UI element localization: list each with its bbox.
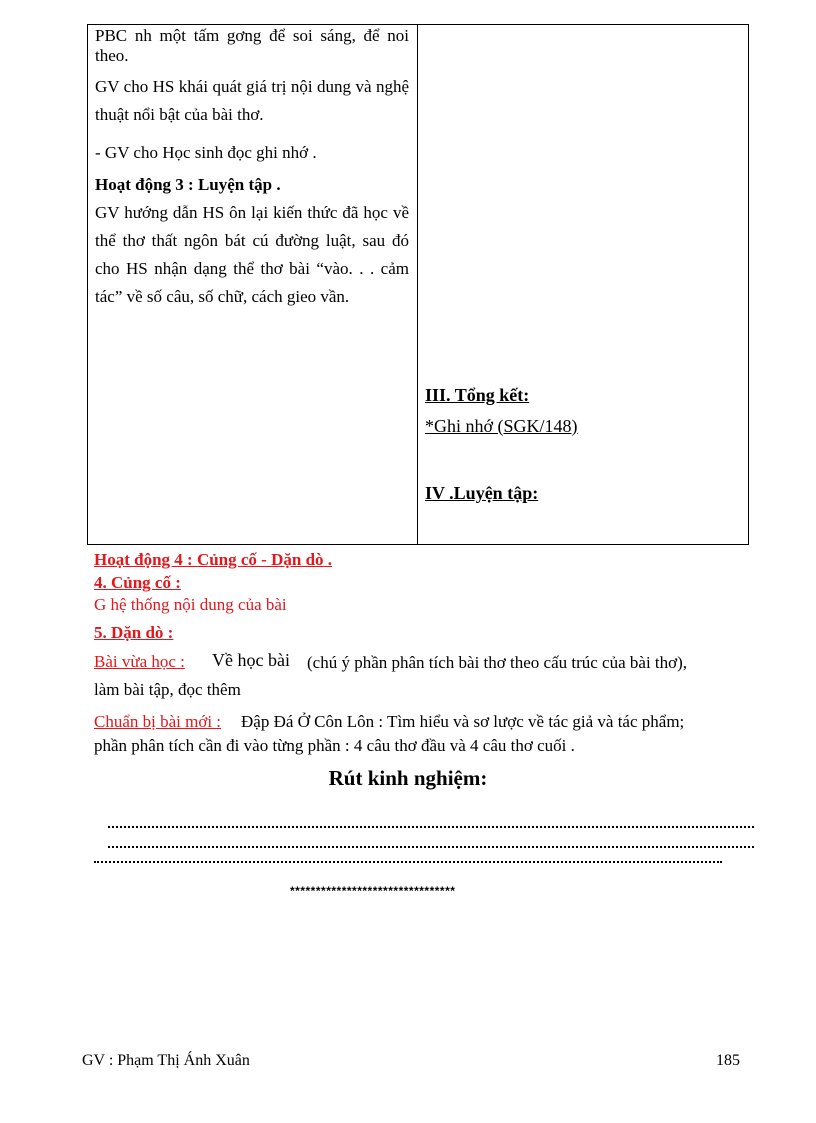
note-dotted-line-2 (108, 846, 754, 848)
tong-ket-heading: III. Tổng kết: (425, 385, 530, 405)
note-dotted-line-3 (94, 861, 722, 863)
separator-stars: ******************************** (290, 884, 456, 898)
chuan-bi-text-1: Đập Đá Ở Côn Lôn : Tìm hiểu và sơ lược về tác giả và tác phẩm; (241, 712, 685, 731)
left-paragraph-1: PBC nh một tấm gơng để soi sáng, để noi theo. (95, 26, 409, 65)
bai-vua-hoc-text-1: Về học bài (212, 650, 290, 670)
cung-co-text: G hệ thống nội dung của bài (94, 595, 287, 614)
rut-kinh-nghiem-heading: Rút kinh nghiệm: (328, 766, 488, 790)
left-paragraph-5: GV hướng dẫn HS ôn lại kiến thức đã học về thể thơ thất ngôn bát cú đường luật, sau đó cho HS nhận dạng thể thơ bài “vào. . . cảm tác” về số câu, số chữ, cách gieo vần. (95, 203, 409, 306)
cung-co-label: 4. Củng cố : (94, 573, 181, 592)
left-paragraph-2: GV cho HS khái quát giá trị nội dung và nghệ thuật nổi bật của bài thơ. (95, 77, 409, 124)
footer-page-number: 185 (716, 1052, 740, 1069)
luyen-tap-heading: IV .Luyện tập: (425, 483, 539, 503)
bai-vua-hoc-text-3: làm bài tập, đọc thêm (94, 680, 241, 699)
bai-vua-hoc-label: Bài vừa học : (94, 652, 185, 671)
chuan-bi-text-2: phần phân tích cần đi vào từng phần : 4 câu thơ đầu và 4 câu thơ cuối . (94, 736, 575, 755)
bai-vua-hoc-text-2: (chú ý phần phân tích bài thơ theo cấu trúc của bài thơ), (307, 653, 688, 672)
footer-teacher-name: GV : Phạm Thị Ánh Xuân (82, 1052, 250, 1069)
chuan-bi-label: Chuẩn bị bài mới : (94, 712, 222, 731)
lesson-table (87, 24, 749, 545)
note-dotted-line-1 (108, 826, 754, 828)
ghi-nho-line: *Ghi nhớ (SGK/148) (425, 416, 578, 436)
teacher-activities-column (95, 25, 409, 311)
table-column-divider (417, 25, 418, 544)
activity-3-heading: Hoạt động 3 : Luyện tập . (95, 175, 281, 194)
activity-4-heading: Hoạt động 4 : Củng cố - Dặn dò . (94, 550, 333, 569)
dan-do-label: 5. Dặn dò : (94, 623, 174, 642)
left-paragraph-3: - GV cho Học sinh đọc ghi nhớ . (95, 143, 317, 162)
